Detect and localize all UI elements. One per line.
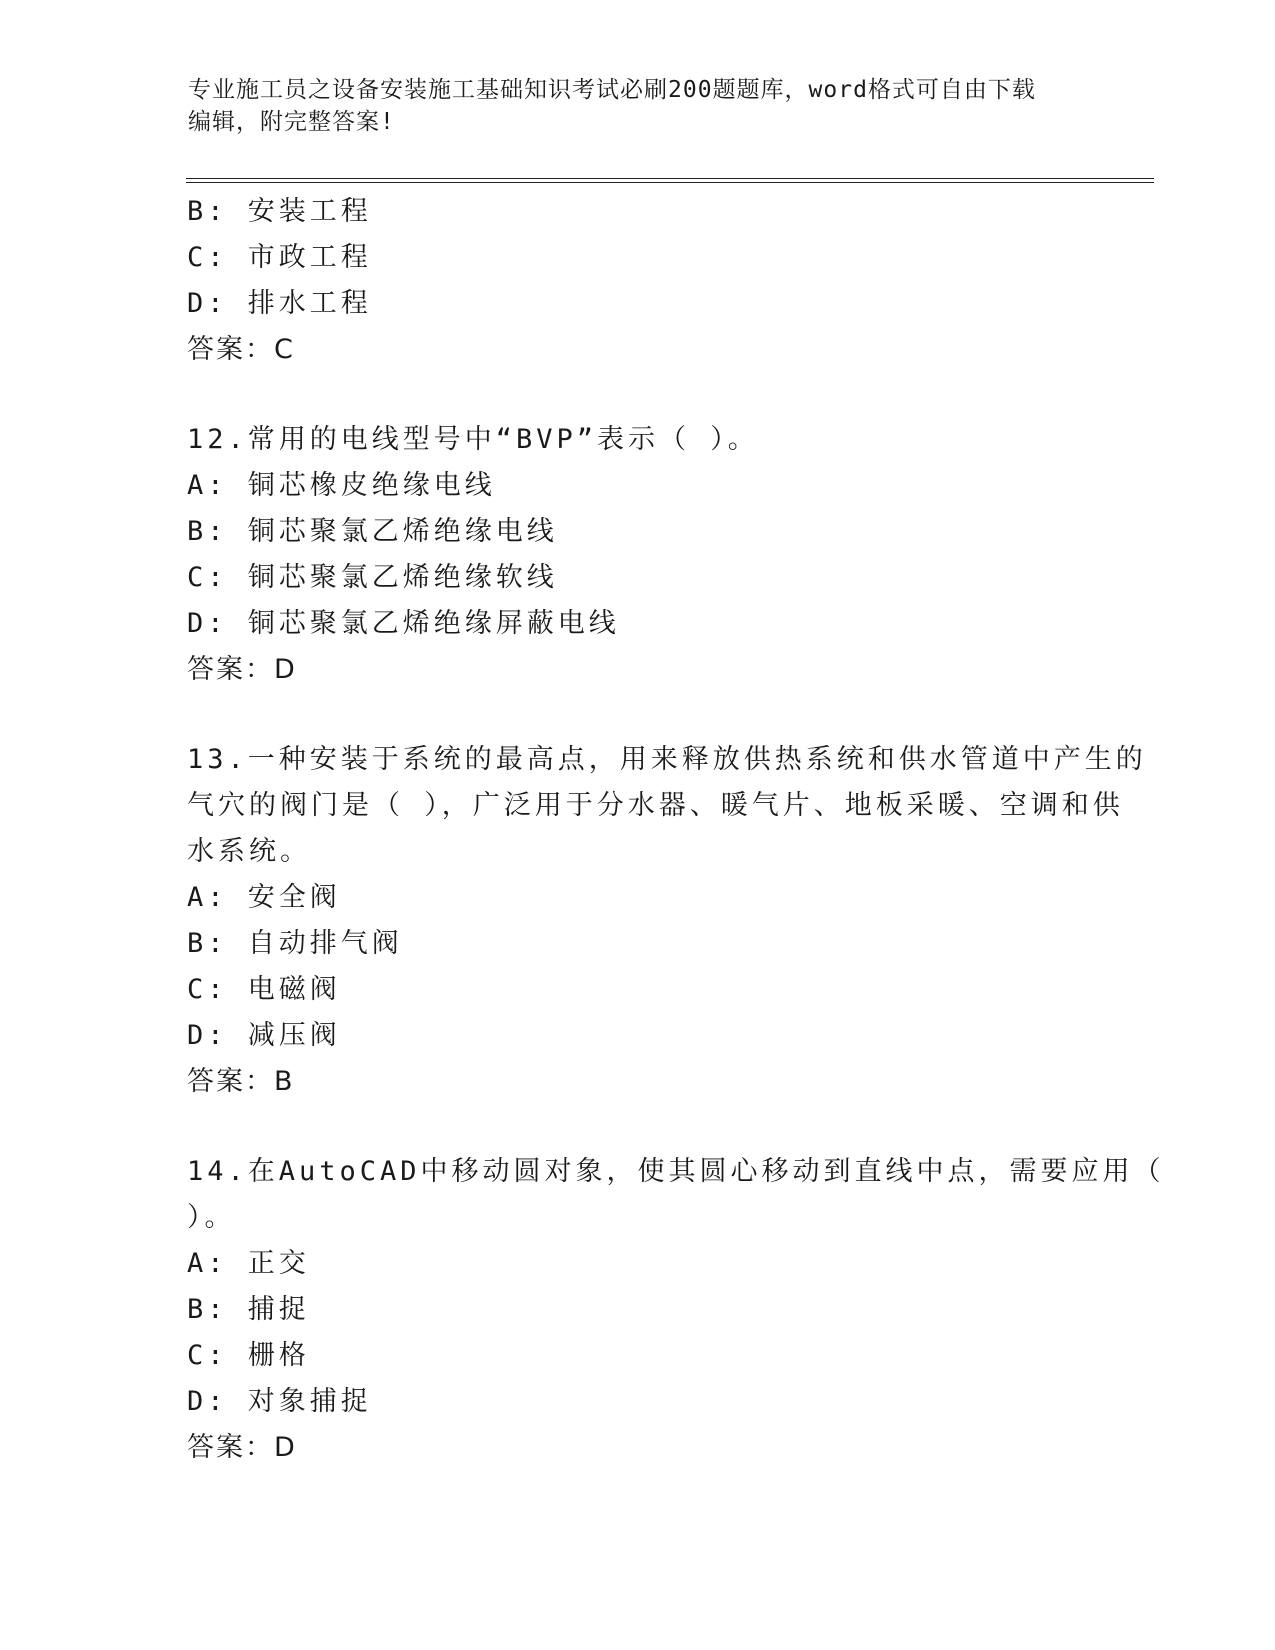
option-d: D: 铜芯聚氯乙烯绝缘屏蔽电线 [187, 608, 620, 639]
option-d: D: 排水工程 [187, 288, 372, 319]
option-c: C: 电磁阀 [187, 974, 341, 1005]
option-d: D: 对象捕捉 [187, 1386, 372, 1417]
option-c: C: 市政工程 [187, 242, 372, 273]
question-text: 12.常用的电线型号中“BVP”表示（ ）。 [187, 424, 759, 455]
option-b: B: 安装工程 [187, 196, 372, 227]
answer: 答案：D [187, 654, 297, 685]
question-11-partial [187, 189, 1087, 373]
document-body [187, 189, 1165, 1471]
option-b: B: 捕捉 [187, 1294, 310, 1325]
question-14 [187, 1149, 1165, 1471]
question-text-line-1: 13.一种安装于系统的最高点，用来释放供热系统和供水管道中产生的 [187, 744, 1147, 775]
question-text-line-1: 14.在AutoCAD中移动圆对象，使其圆心移动到直线中点，需要应用（ [187, 1156, 1165, 1187]
option-c: C: 铜芯聚氯乙烯绝缘软线 [187, 562, 558, 593]
answer: 答案：D [187, 1432, 297, 1463]
header-line-2: 编辑，附完整答案! [188, 109, 395, 135]
option-a: A: 铜芯橡皮绝缘电线 [187, 470, 496, 501]
header-divider [186, 178, 1154, 183]
option-b: B: 铜芯聚氯乙烯绝缘电线 [187, 516, 558, 547]
question-13 [187, 737, 1147, 1105]
question-12 [187, 417, 1087, 693]
question-text-line-2: 气穴的阀门是（ ），广泛用于分水器、暖气片、地板采暖、空调和供 [187, 790, 1124, 821]
page-header [188, 74, 1088, 138]
answer: 答案：B [187, 1066, 295, 1097]
question-text-line-2: ）。 [187, 1202, 236, 1233]
option-a: A: 安全阀 [187, 882, 341, 913]
option-a: A: 正交 [187, 1248, 310, 1279]
option-c: C: 栅格 [187, 1340, 310, 1371]
header-line-1: 专业施工员之设备安装施工基础知识考试必刷200题题库，word格式可自由下载 [188, 77, 1036, 103]
option-b: B: 自动排气阀 [187, 928, 403, 959]
option-d: D: 减压阀 [187, 1020, 341, 1051]
answer: 答案：C [187, 334, 295, 365]
question-text-line-3: 水系统。 [187, 836, 311, 867]
